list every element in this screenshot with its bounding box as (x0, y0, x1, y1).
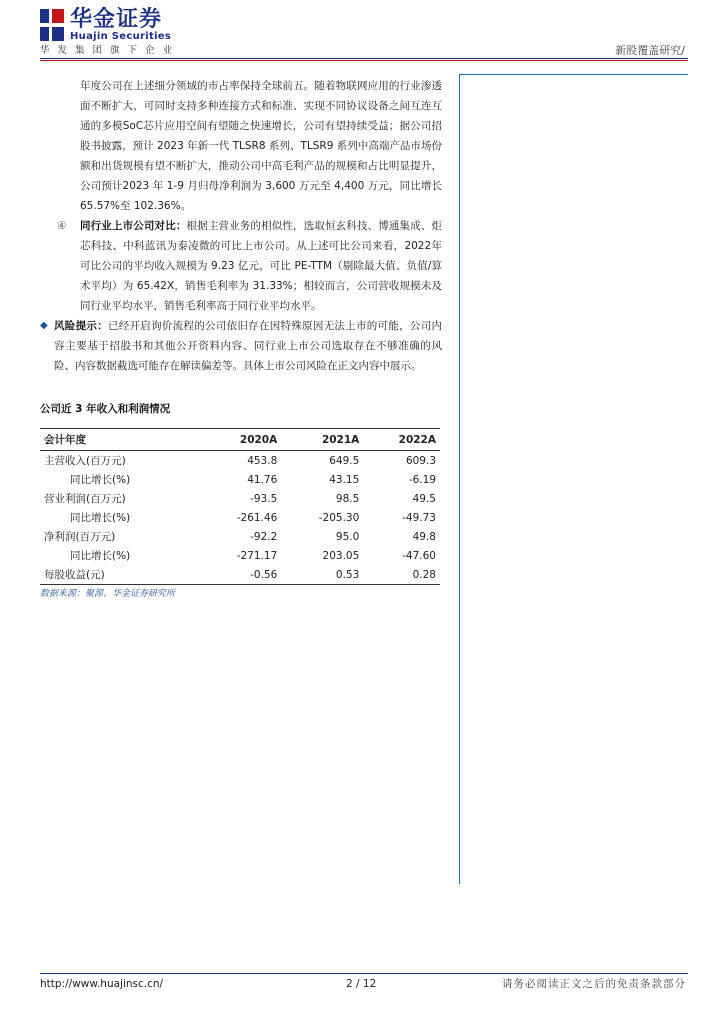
risk-title: 风险提示： (54, 320, 108, 332)
data-source-note: 数据来源：聚源、华金证券研究所 (40, 589, 176, 599)
table-row (40, 546, 440, 565)
row-label: 同比增长(%) (70, 512, 131, 524)
table-cell: -47.60 (402, 549, 436, 562)
brand-name-en: Huajin Securities (70, 31, 172, 42)
table-row (40, 451, 440, 471)
footer-url-link[interactable]: http://www.huajinsc.cn/ (40, 978, 164, 990)
table-row (40, 489, 440, 508)
table-cell: -49.73 (402, 511, 436, 524)
sidebar-top-rule (459, 74, 688, 75)
row-label: 每股收益(元) (40, 565, 199, 585)
table-cell: -93.5 (250, 492, 278, 505)
table-cell: 609.3 (405, 454, 436, 467)
table-row (40, 565, 440, 585)
row-label: 主营收入(百万元) (44, 455, 126, 467)
table-header-row (40, 429, 440, 451)
report-type: 新股覆盖研究/ (615, 44, 685, 57)
table-cell: 453.8 (247, 454, 278, 467)
table-cell: 49.5 (412, 492, 436, 505)
risk-text (54, 316, 442, 376)
table-cell: 98.5 (335, 492, 360, 505)
peer-comparison-title: 同行业上市公司对比： (80, 220, 187, 232)
risk-warning (40, 316, 442, 376)
table-cell: 203.05 (322, 549, 360, 562)
table-cell: 43.15 (329, 473, 360, 486)
table-row (40, 527, 440, 546)
footer-disclaimer: 请务必阅读正文之后的免责条款部分 (502, 978, 686, 990)
column-header: 2021A (281, 429, 363, 451)
table-cell: -271.17 (236, 549, 278, 562)
bullet-number: ④ (57, 220, 67, 232)
row-label: 净利润(百万元) (44, 531, 116, 543)
row-label: 营业利润(百万元) (44, 493, 126, 505)
brand-name-cn: 华金证券 (70, 7, 163, 32)
diamond-icon: ◆ (40, 320, 48, 331)
brand-tagline: 华发集团旗下企业 (40, 45, 181, 56)
column-header: 2020A (199, 429, 281, 451)
row-label: 同比增长(%) (70, 550, 131, 562)
table-cell: 649.5 (329, 454, 360, 467)
peer-comparison-text (80, 216, 442, 316)
table-title: 公司近 3 年收入和利润情况 (40, 403, 171, 415)
huajin-logo-icon (40, 9, 64, 41)
table-cell: 41.76 (247, 473, 278, 486)
header-divider (40, 58, 688, 59)
paragraph-continued: 年度公司在上述细分领域的市占率保持全球前五。随着物联网应用的行业渗透面不断扩大，可同时支持多种连接方式和标准、实现不同协议设备之间互连互通的多模SoC芯片应用空间有望随之快速增长，公司有望持续受益；据公司招股书披露，预计 2023 年新一代 TLSR8 系列、TLSR9 系列中高端产品市场份额和出货规模有望不断扩大，推动公司中高毛利产品的规模和占比明显提升，公司预计2023 年 1-9 月归母净利润为 3,600 万元至 4,400 万元，同比增长 65.57%至 102.36%。 (80, 80, 442, 212)
table-cell: -261.46 (236, 511, 278, 524)
table-cell: -0.56 (199, 565, 281, 585)
peer-comparison-item (40, 216, 442, 316)
footer-divider (40, 973, 688, 974)
risk-body: 已经开启询价流程的公司依旧存在因特殊原因无法上市的可能，公司内容主要基于招股书和其他公开资料内容、同行业上市公司选取存在不够准确的风险、内容数据截选可能存在解读偏差等。具体上市公司风险在正文内容中展示。 (54, 320, 443, 372)
main-content (40, 76, 442, 376)
financial-table (40, 428, 440, 585)
table-cell: 0.53 (281, 565, 363, 585)
table-cell: 0.28 (363, 565, 440, 585)
table-cell: -6.19 (408, 473, 436, 486)
table-cell: -205.30 (318, 511, 360, 524)
table-cell: 49.8 (412, 530, 436, 543)
header-divider-accent (40, 60, 688, 61)
peer-comparison-body: 根据主营业务的相似性，选取恒玄科技、博通集成、炬芯科技、中科蓝讯为泰凌微的可比上市公司。从上述可比公司来看，2022年可比公司的平均收入规模为 9.23 亿元，可比 PE-TTM（剔除最大值、负值/算术平均）为 65.42X，销售毛利率为 31.33%；相较而言，公司营收规模未及同行业平均水平，销售毛利率高于同行业平均水平。 (80, 220, 442, 312)
column-header: 2022A (363, 429, 440, 451)
column-header: 会计年度 (40, 429, 199, 451)
table-row (40, 508, 440, 527)
table-row (40, 470, 440, 489)
table-cell: -92.2 (250, 530, 278, 543)
row-label: 同比增长(%) (70, 474, 131, 486)
sidebar-divider (459, 74, 460, 884)
table-cell: 95.0 (335, 530, 360, 543)
page-number: 2 / 12 (346, 978, 377, 990)
